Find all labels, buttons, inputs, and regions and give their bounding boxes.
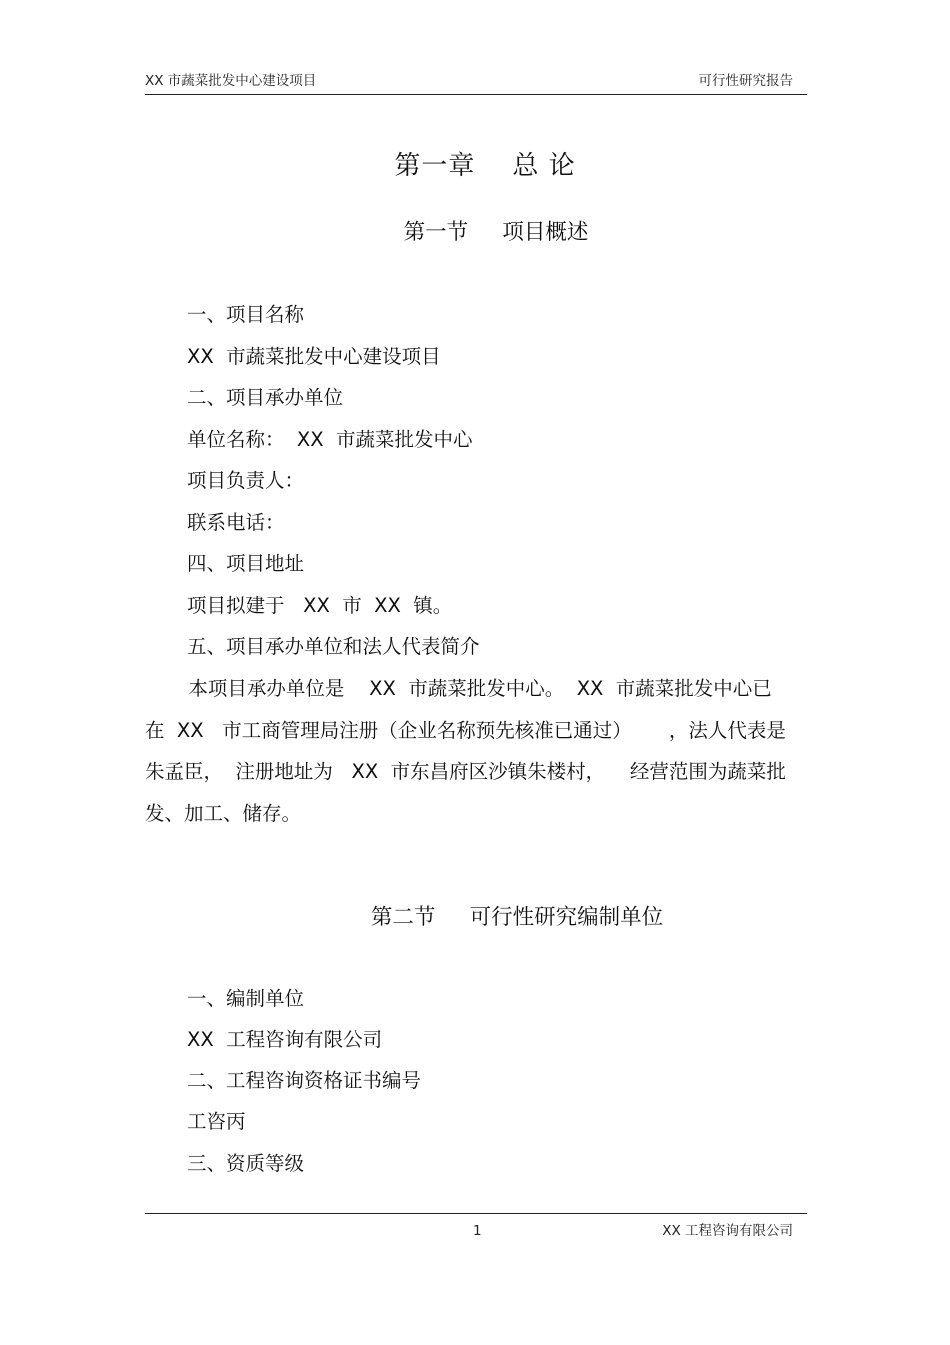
paragraph-line: 朱孟臣， 注册地址为 XX 市东昌府区沙镇朱楼村， 经营范围为蔬菜批: [145, 760, 786, 783]
page-header: [145, 72, 807, 95]
certificate-number-value: 工咨丙: [187, 1110, 246, 1133]
heading-certificate-number: 二、工程咨询资格证书编号: [187, 1069, 422, 1092]
unit-intro-paragraph: [145, 676, 807, 826]
heading-undertaking-unit: 二、项目承办单位: [187, 386, 344, 409]
heading-project-name: 一、项目名称: [187, 303, 305, 326]
project-name-value: XX 市蔬菜批发中心建设项目: [187, 345, 441, 368]
heading-qualification-level: 三、资质等级: [187, 1152, 305, 1175]
heading-unit-intro: 五、项目承办单位和法人代表简介: [187, 635, 480, 658]
footer-company-name: XX 工程咨询有限公司: [662, 1223, 793, 1239]
header-project-name: XX 市蔬菜批发中心建设项目: [145, 73, 317, 89]
contact-phone-line: 联系电话：: [187, 511, 285, 534]
unit-name-line: 单位名称： XX 市蔬菜批发中心: [187, 428, 473, 451]
paragraph-line: 本项目承办单位是 XX 市蔬菜批发中心。 XX 市蔬菜批发中心已: [145, 677, 772, 700]
paragraph-line: 发、加工、储存。: [145, 802, 302, 825]
footer-divider: [145, 1213, 807, 1214]
header-report-type: 可行性研究报告: [698, 73, 793, 89]
compiling-unit-value: XX 工程咨询有限公司: [187, 1028, 383, 1051]
section-title-compiler: 第二节 可行性研究编制单位: [370, 905, 664, 930]
page-number: 1: [473, 1223, 482, 1239]
project-leader-line: 项目负责人：: [187, 469, 305, 492]
chapter-title: 第一章 总 论: [394, 151, 576, 181]
heading-project-address: 四、项目地址: [187, 552, 305, 575]
project-address-value: 项目拟建于 XX 市 XX 镇。: [187, 594, 453, 617]
heading-compiling-unit: 一、编制单位: [187, 987, 305, 1010]
paragraph-line: 在 XX 市工商管理局注册（企业名称预先核准已通过） ，法人代表是: [145, 719, 786, 742]
section-title-overview: 第一节 项目概述: [403, 220, 589, 245]
